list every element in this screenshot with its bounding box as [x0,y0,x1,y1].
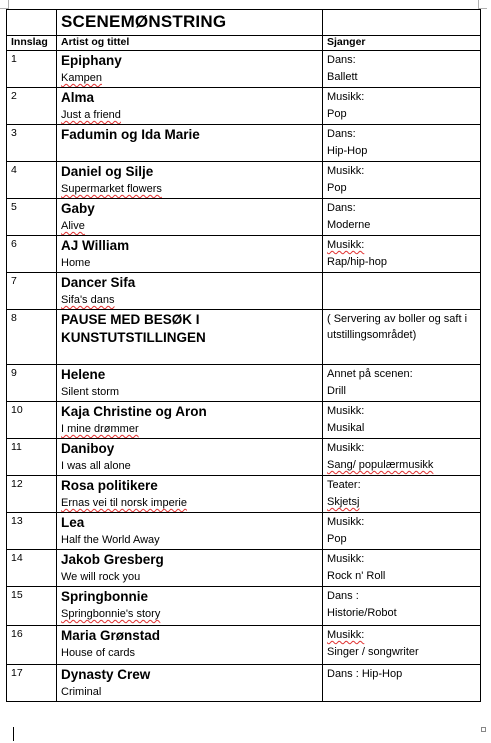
genre-cell [323,51,481,88]
table-row [7,162,481,199]
artist-cell [57,273,323,310]
artist-cell [57,402,323,439]
artist-name: Epiphany [61,53,122,68]
genre-cell [323,365,481,402]
genre-category: Musikk: [327,553,365,565]
table-row [7,626,481,665]
genre-detail [327,274,476,275]
artist-cell [57,236,323,273]
row-number-cell [7,88,57,125]
row-number-cell [7,51,57,88]
genre-detail: Pop [327,533,347,545]
song-title: I mine drømmer [61,423,139,435]
song-title: Ernas vei til norsk imperie [61,497,187,509]
genre-category: ( Servering av boller og saft i utstillingsområdet) [327,313,468,341]
table-row [7,587,481,626]
artist-name: Rosa politikere [61,478,158,493]
artist-name: PAUSE MED BESØK I KUNSTUTSTILLINGEN [61,312,206,345]
genre-category: Musikk: [327,442,365,454]
table-row [7,310,481,365]
genre-cell [323,199,481,236]
genre-detail [327,682,476,683]
genre-category: Musikk: [327,239,365,251]
artist-cell [57,587,323,626]
title-row [7,10,481,36]
genre-cell [323,402,481,439]
title-empty-cell [323,10,481,36]
genre-detail: Ballett [327,71,358,83]
song-title: Half the World Away [61,534,160,546]
genre-category: Musikk: [327,165,365,177]
row-number-cell [7,310,57,365]
table-row [7,199,481,236]
song-title: Home [61,257,91,269]
artist-cell [57,439,323,476]
artist-cell [57,665,323,702]
title-empty-cell [7,10,57,36]
song-title: Just a friend [61,109,121,121]
artist-name: Dancer Sifa [61,275,136,290]
row-number-cell [7,199,57,236]
genre-cell [323,626,481,665]
title-cell [57,10,323,36]
genre-detail: Singer / songwriter [327,646,419,658]
genre-detail: Hip-Hop [327,145,368,157]
artist-cell [57,162,323,199]
artist-cell [57,550,323,587]
genre-detail: Rap/hip-hop [327,256,387,268]
row-number: 16 [11,628,23,640]
table-row [7,125,481,162]
artist-cell [57,365,323,402]
genre-detail: Pop [327,182,347,194]
genre-category: Teater: [327,479,361,491]
header-row [7,36,481,51]
artist-name: Lea [61,515,85,530]
header-artist: Artist og tittel [57,36,323,51]
table-row [7,665,481,702]
genre-category: Dans: [327,54,356,66]
artist-cell [57,310,323,365]
table-row [7,439,481,476]
artist-cell [57,51,323,88]
page-corner-mark [478,0,487,9]
row-number-cell [7,550,57,587]
table-end-mark [481,727,486,732]
table-row [7,513,481,550]
genre-category: Musikk: [327,629,365,641]
row-number: 17 [11,667,23,679]
genre-category: Dans: [327,202,356,214]
genre-cell [323,665,481,702]
row-number-cell [7,513,57,550]
row-number: 8 [11,312,17,324]
song-title: Sifa's dans [61,294,115,306]
genre-cell [323,439,481,476]
song-title: Criminal [61,686,102,698]
program-table [6,9,481,702]
text-cursor [13,727,14,741]
table-row [7,550,481,587]
row-number-cell [7,273,57,310]
row-number: 13 [11,515,23,527]
header-num: Innslag [7,36,57,51]
song-title: Silent storm [61,386,120,398]
table-row [7,365,481,402]
genre-cell [323,236,481,273]
table-row [7,51,481,88]
artist-name: Maria Grønstad [61,628,161,643]
genre-cell [323,88,481,125]
genre-detail: Musikal [327,422,365,434]
genre-detail: Pop [327,108,347,120]
artist-name: Springbonnie [61,589,148,604]
artist-cell [57,199,323,236]
artist-name: Gaby [61,201,95,216]
genre-category: Musikk: [327,405,365,417]
genre-cell [323,125,481,162]
genre-detail: Sang/ populærmusikk [327,459,434,471]
artist-cell [57,88,323,125]
table-row [7,236,481,273]
row-number: 1 [11,53,17,65]
row-number: 2 [11,90,17,102]
row-number: 12 [11,478,23,490]
genre-cell [323,273,481,310]
genre-category: Dans : [327,590,359,602]
song-title: We will rock you [61,571,141,583]
table-row [7,476,481,513]
row-number: 10 [11,404,23,416]
artist-name: Kaja Christine og Aron [61,404,207,419]
genre-category: Annet på scenen: [327,368,413,380]
song-title: Kampen [61,72,102,84]
artist-name: Daniboy [61,441,115,456]
genre-detail: Historie/Robot [327,607,397,619]
genre-category: Musikk: [327,516,365,528]
genre-cell [323,513,481,550]
artist-name: Alma [61,90,95,105]
genre-cell [323,587,481,626]
row-number-cell [7,402,57,439]
song-title: Alive [61,220,85,232]
row-number-cell [7,476,57,513]
row-number: 14 [11,552,23,564]
genre-detail: Rock n' Roll [327,570,386,582]
genre-category: Dans: [327,128,356,140]
song-title: I was all alone [61,460,131,472]
row-number-cell [7,365,57,402]
song-title: Supermarket flowers [61,183,162,195]
row-number: 3 [11,127,17,139]
row-number-cell [7,162,57,199]
row-number-cell [7,626,57,665]
artist-cell [57,125,323,162]
artist-cell [57,513,323,550]
song-title: House of cards [61,647,135,659]
row-number: 6 [11,238,17,250]
genre-detail: Moderne [327,219,371,231]
genre-cell [323,476,481,513]
row-number: 15 [11,589,23,601]
genre-detail: Drill [327,385,346,397]
row-number: 7 [11,275,17,287]
row-number-cell [7,587,57,626]
header-genre: Sjanger [323,36,481,51]
table-row [7,273,481,310]
artist-name: AJ William [61,238,130,253]
song-title: Springbonnie's story [61,608,161,620]
table-row [7,88,481,125]
artist-name: Dynasty Crew [61,667,151,682]
row-number: 9 [11,367,17,379]
artist-name: Helene [61,367,106,382]
row-number: 5 [11,201,17,213]
artist-name: Daniel og Silje [61,164,154,179]
document-title: SCENEMØNSTRING [61,12,227,31]
row-number: 11 [11,441,22,453]
row-number-cell [7,439,57,476]
genre-detail: Skjetsj [327,496,360,508]
row-number: 4 [11,164,17,176]
genre-cell [323,550,481,587]
genre-cell [323,310,481,365]
page-corner-mark [0,0,9,9]
genre-category: Dans : Hip-Hop [327,668,403,680]
table-row [7,402,481,439]
row-number-cell [7,125,57,162]
artist-name: Fadumin og Ida Marie [61,127,200,142]
artist-cell [57,476,323,513]
artist-name: Jakob Gresberg [61,552,164,567]
row-number-cell [7,665,57,702]
genre-detail [327,343,476,344]
genre-category: Musikk: [327,91,365,103]
artist-cell [57,626,323,665]
row-number-cell [7,236,57,273]
genre-cell [323,162,481,199]
